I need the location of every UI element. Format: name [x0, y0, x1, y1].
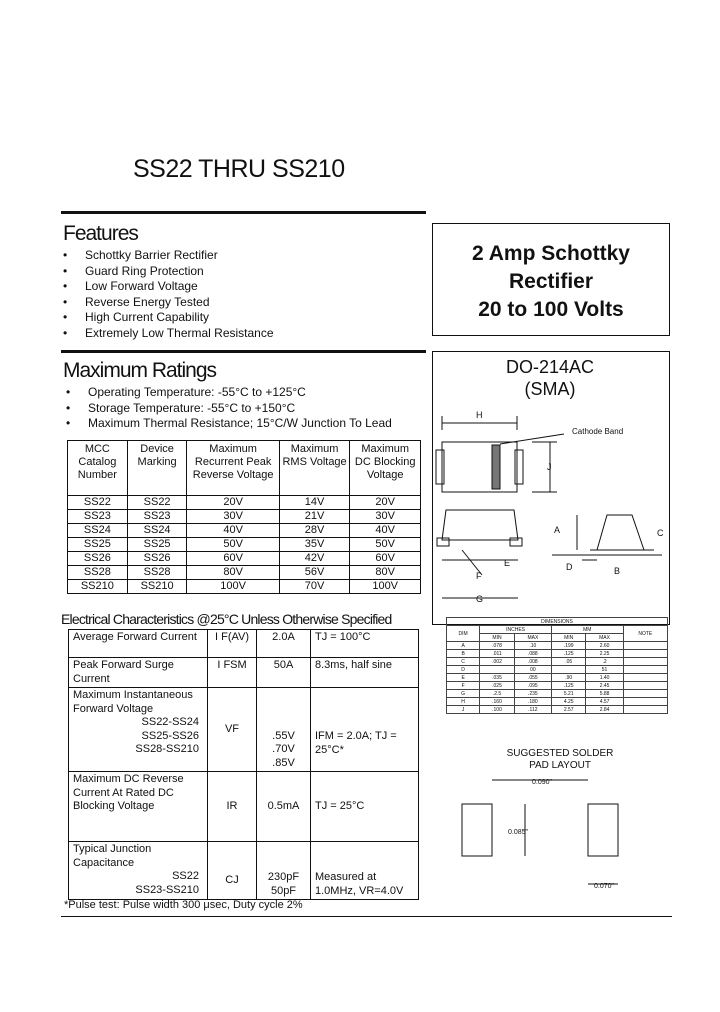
package-subtitle: (SMA)	[524, 379, 576, 399]
table-cell	[623, 698, 667, 706]
table-cell: 50V	[187, 538, 279, 552]
table-cell: .002	[480, 658, 515, 666]
table-cell: SS25	[68, 538, 128, 552]
table-cell	[480, 666, 515, 674]
table-cell: .160	[480, 698, 515, 706]
table-cell: 60V	[375, 552, 395, 564]
table-cell: .125	[551, 682, 586, 690]
table-row	[447, 698, 668, 706]
table-cell: D	[447, 666, 480, 674]
list-item: • Operating Temperature: -55°C to +125°C	[66, 385, 392, 401]
table-row	[68, 538, 421, 552]
table-cell: .095	[514, 682, 551, 690]
table-cell: 2.25	[586, 650, 623, 658]
param-text: Typical Junction Capacitance	[73, 843, 152, 869]
table-cell: F	[447, 682, 480, 690]
condition-cell: TJ = 25°C	[311, 772, 419, 842]
list-item: • Maximum Thermal Resistance; 15°C/W Junction To Lead	[66, 416, 392, 432]
table-cell: 80V	[375, 566, 395, 578]
value: .55V	[272, 729, 295, 742]
table-cell: 20V	[375, 496, 395, 508]
value: 50pF	[270, 884, 297, 897]
table-cell: 5.88	[586, 690, 623, 698]
dim-label-j: J	[547, 462, 552, 472]
divider	[61, 916, 672, 917]
col-header: Device Marking	[127, 441, 187, 496]
list-item: • Low Forward Voltage	[63, 279, 274, 295]
col-header: Maximum RMS Voltage	[279, 441, 350, 496]
param-cell	[69, 842, 208, 900]
table-cell: 1.40	[586, 674, 623, 682]
summary-line: 20 to 100 Volts	[478, 298, 624, 321]
table-cell	[623, 642, 667, 650]
table-cell: SS22	[68, 496, 128, 510]
table-cell: 4.57	[586, 698, 623, 706]
dim-label-h: H	[476, 410, 483, 420]
table-row	[68, 552, 421, 566]
table-row	[68, 566, 421, 580]
table-cell: C	[447, 658, 480, 666]
dim-head: MAX	[586, 634, 623, 642]
table-cell: 50V	[375, 538, 395, 550]
features-list	[63, 248, 274, 342]
table-cell	[623, 674, 667, 682]
footnote: *Pulse test: Pulse width 300 μsec, Duty cycle 2%	[64, 899, 303, 911]
table-cell: 28V	[279, 524, 350, 538]
table-cell: .199	[551, 642, 586, 650]
table-cell: 30V	[375, 510, 395, 522]
solder-dim: 0.090"	[532, 779, 553, 786]
dim-head: MIN	[551, 634, 586, 642]
table-cell: .2.5	[480, 690, 515, 698]
ratings-list	[66, 385, 392, 432]
dim-head: MIN	[480, 634, 515, 642]
list-item: • Extremely Low Thermal Resistance	[63, 326, 274, 342]
product-summary-box	[432, 223, 670, 336]
table-cell	[623, 650, 667, 658]
sub-part: SS28-SS210	[135, 743, 199, 755]
table-cell: A	[447, 642, 480, 650]
table-cell: SS210	[68, 580, 128, 594]
table-row	[68, 496, 421, 510]
table-cell: 2.57	[551, 706, 586, 714]
table-cell: 70V	[279, 580, 350, 594]
table-row	[447, 642, 668, 650]
table-row	[68, 580, 421, 594]
table-cell: 2.60	[586, 642, 623, 650]
table-cell: B	[447, 650, 480, 658]
table-cell: SS22	[127, 496, 187, 510]
table-cell: 42V	[279, 552, 350, 566]
table-cell: .125	[551, 650, 586, 658]
table-cell: 56V	[279, 566, 350, 580]
value-cell: 0.5mA	[257, 772, 311, 842]
table-row	[68, 524, 421, 538]
table-cell: 60V	[187, 552, 279, 566]
table-row	[447, 682, 668, 690]
cathode-band-label: Cathode Band	[572, 427, 624, 436]
table-cell: 00	[514, 666, 551, 674]
table-cell: SS24	[68, 524, 128, 538]
table-cell: J	[447, 706, 480, 714]
table-cell	[623, 690, 667, 698]
table-cell: SS28	[68, 566, 128, 580]
table-cell: 21V	[279, 510, 350, 524]
dim-label-b: B	[614, 566, 621, 576]
dim-label-f: F	[476, 571, 482, 581]
table-cell: .035	[480, 674, 515, 682]
max-ratings-heading: Maximum Ratings	[63, 359, 217, 382]
value-cell: 2.0A	[257, 630, 311, 658]
dim-label-c: C	[657, 528, 664, 538]
table-cell: .088	[514, 650, 551, 658]
table-cell: H	[447, 698, 480, 706]
ratings-table	[67, 440, 421, 594]
table-cell: 30V	[187, 510, 279, 524]
table-row	[68, 510, 421, 524]
table-cell: 100V	[372, 580, 399, 592]
sub-part: SS23-SS210	[135, 883, 199, 896]
summary-line: 2 Amp Schottky	[472, 242, 630, 265]
table-cell: SS210	[127, 580, 187, 594]
dim-head: DIM	[447, 626, 480, 642]
table-cell: .112	[514, 706, 551, 714]
table-row	[447, 666, 668, 674]
sub-part: SS22	[172, 870, 199, 882]
symbol-cell: IR	[208, 772, 257, 842]
table-cell	[623, 658, 667, 666]
symbol-cell: CJ	[208, 842, 257, 900]
table-row	[447, 658, 668, 666]
dim-label-a: A	[554, 525, 561, 535]
param-cell: Maximum DC Reverse Current At Rated DC Blocking Voltage	[69, 772, 208, 842]
table-cell: .078	[480, 642, 515, 650]
table-cell: 14V	[279, 496, 350, 510]
table-cell: SS24	[127, 524, 187, 538]
table-cell: .011	[480, 650, 515, 658]
list-item: • High Current Capability	[63, 310, 274, 326]
table-row	[447, 650, 668, 658]
dim-head: NOTE	[623, 626, 667, 642]
sub-part: SS25-SS26	[141, 729, 199, 742]
table-cell: .055	[514, 674, 551, 682]
table-cell: 2.84	[586, 706, 623, 714]
table-cell: .100	[480, 706, 515, 714]
list-item: • Storage Temperature: -55°C to +150°C	[66, 401, 392, 417]
table-cell: SS26	[127, 552, 187, 566]
value: 230pF	[267, 871, 300, 883]
list-item: • Schottky Barrier Rectifier	[63, 248, 274, 264]
table-cell: .025	[480, 682, 515, 690]
condition-cell: Measured at 1.0MHz, VR=4.0V	[311, 842, 419, 900]
table-cell: SS25	[127, 538, 187, 552]
dimensions-table	[446, 617, 668, 714]
table-cell: 100V	[187, 580, 279, 594]
summary-line: Rectifier	[508, 270, 594, 293]
solder-title-line: SUGGESTED SOLDER	[506, 748, 614, 759]
param-cell: Average Forward Current	[69, 630, 208, 658]
list-item: • Guard Ring Protection	[63, 264, 274, 280]
table-cell: 80V	[187, 566, 279, 580]
table-cell: 2.45	[586, 682, 623, 690]
body-top-view	[442, 442, 517, 492]
table-cell: .05	[551, 658, 586, 666]
package-diagram	[432, 400, 668, 622]
dim-head: MM	[551, 626, 623, 634]
table-cell: .2	[586, 658, 623, 666]
solder-title	[470, 748, 650, 772]
symbol-cell: I FSM	[208, 658, 257, 688]
condition-cell: TJ = 100°C	[311, 630, 419, 658]
symbol-cell: VF	[208, 688, 257, 772]
page-title: SS22 THRU SS210	[133, 155, 345, 183]
table-cell: G	[447, 690, 480, 698]
param-text: Maximum Instantaneous Forward Voltage	[73, 689, 193, 715]
table-cell	[623, 666, 667, 674]
sub-part: SS22-SS24	[141, 716, 199, 728]
table-row	[447, 674, 668, 682]
solder-diagram	[450, 772, 670, 902]
param-cell: Peak Forward Surge Current	[69, 658, 208, 688]
value: .85V	[272, 756, 295, 769]
table-cell	[623, 706, 667, 714]
table-cell: .90	[551, 674, 586, 682]
divider	[61, 211, 426, 214]
condition-cell: 8.3ms, half sine	[311, 658, 419, 688]
table-cell: 35V	[279, 538, 350, 552]
col-header: Maximum DC Blocking Voltage	[354, 443, 416, 481]
table-cell: SS23	[127, 510, 187, 524]
dim-label-d: D	[566, 562, 573, 572]
table-cell: .008	[514, 658, 551, 666]
table-cell: E	[447, 674, 480, 682]
param-cell	[69, 688, 208, 772]
pad-right	[588, 804, 618, 856]
dim-head: INCHES	[480, 626, 552, 634]
list-item: • Reverse Energy Tested	[63, 295, 274, 311]
symbol-cell: I F(AV)	[208, 630, 257, 658]
elec-heading: Electrical Characteristics @25°C Unless Otherwise Specified	[61, 611, 392, 627]
table-cell	[551, 666, 586, 674]
table-cell: SS26	[68, 552, 128, 566]
table-cell: .235	[514, 690, 551, 698]
dim-label-g: G	[476, 594, 484, 604]
table-cell: 40V	[375, 524, 395, 536]
dim-head: MAX	[514, 634, 551, 642]
solder-dim: 0.085"	[508, 829, 529, 836]
col-header: Maximum Recurrent Peak Reverse Voltage	[187, 441, 279, 496]
package-name	[432, 356, 668, 400]
value-cell	[257, 842, 311, 900]
package-title: DO-214AC	[505, 357, 595, 377]
table-cell: .180	[514, 698, 551, 706]
table-cell: 40V	[187, 524, 279, 538]
value-cell	[257, 688, 311, 772]
condition-cell: IFM = 2.0A; TJ = 25°C*	[311, 688, 419, 772]
elec-table	[68, 629, 419, 900]
table-cell: 4.25	[551, 698, 586, 706]
table-row	[447, 690, 668, 698]
col-header: MCC Catalog Number	[68, 441, 128, 496]
table-cell: .10	[514, 642, 551, 650]
dim-title: DIMENSIONS	[447, 618, 668, 626]
pad-left	[462, 804, 492, 856]
dim-label-e: E	[504, 558, 511, 568]
table-cell: 51	[586, 666, 623, 674]
table-cell: 5.21	[551, 690, 586, 698]
table-cell: SS23	[68, 510, 128, 524]
solder-dim: 0.070"	[594, 883, 615, 890]
table-cell: 20V	[187, 496, 279, 510]
solder-title-line: PAD LAYOUT	[529, 760, 591, 771]
table-cell	[623, 682, 667, 690]
table-cell: SS28	[127, 566, 187, 580]
value-cell: 50A	[257, 658, 311, 688]
features-heading: Features	[63, 222, 138, 245]
value: .70V	[272, 743, 295, 755]
table-row	[447, 706, 668, 714]
divider	[61, 350, 426, 353]
